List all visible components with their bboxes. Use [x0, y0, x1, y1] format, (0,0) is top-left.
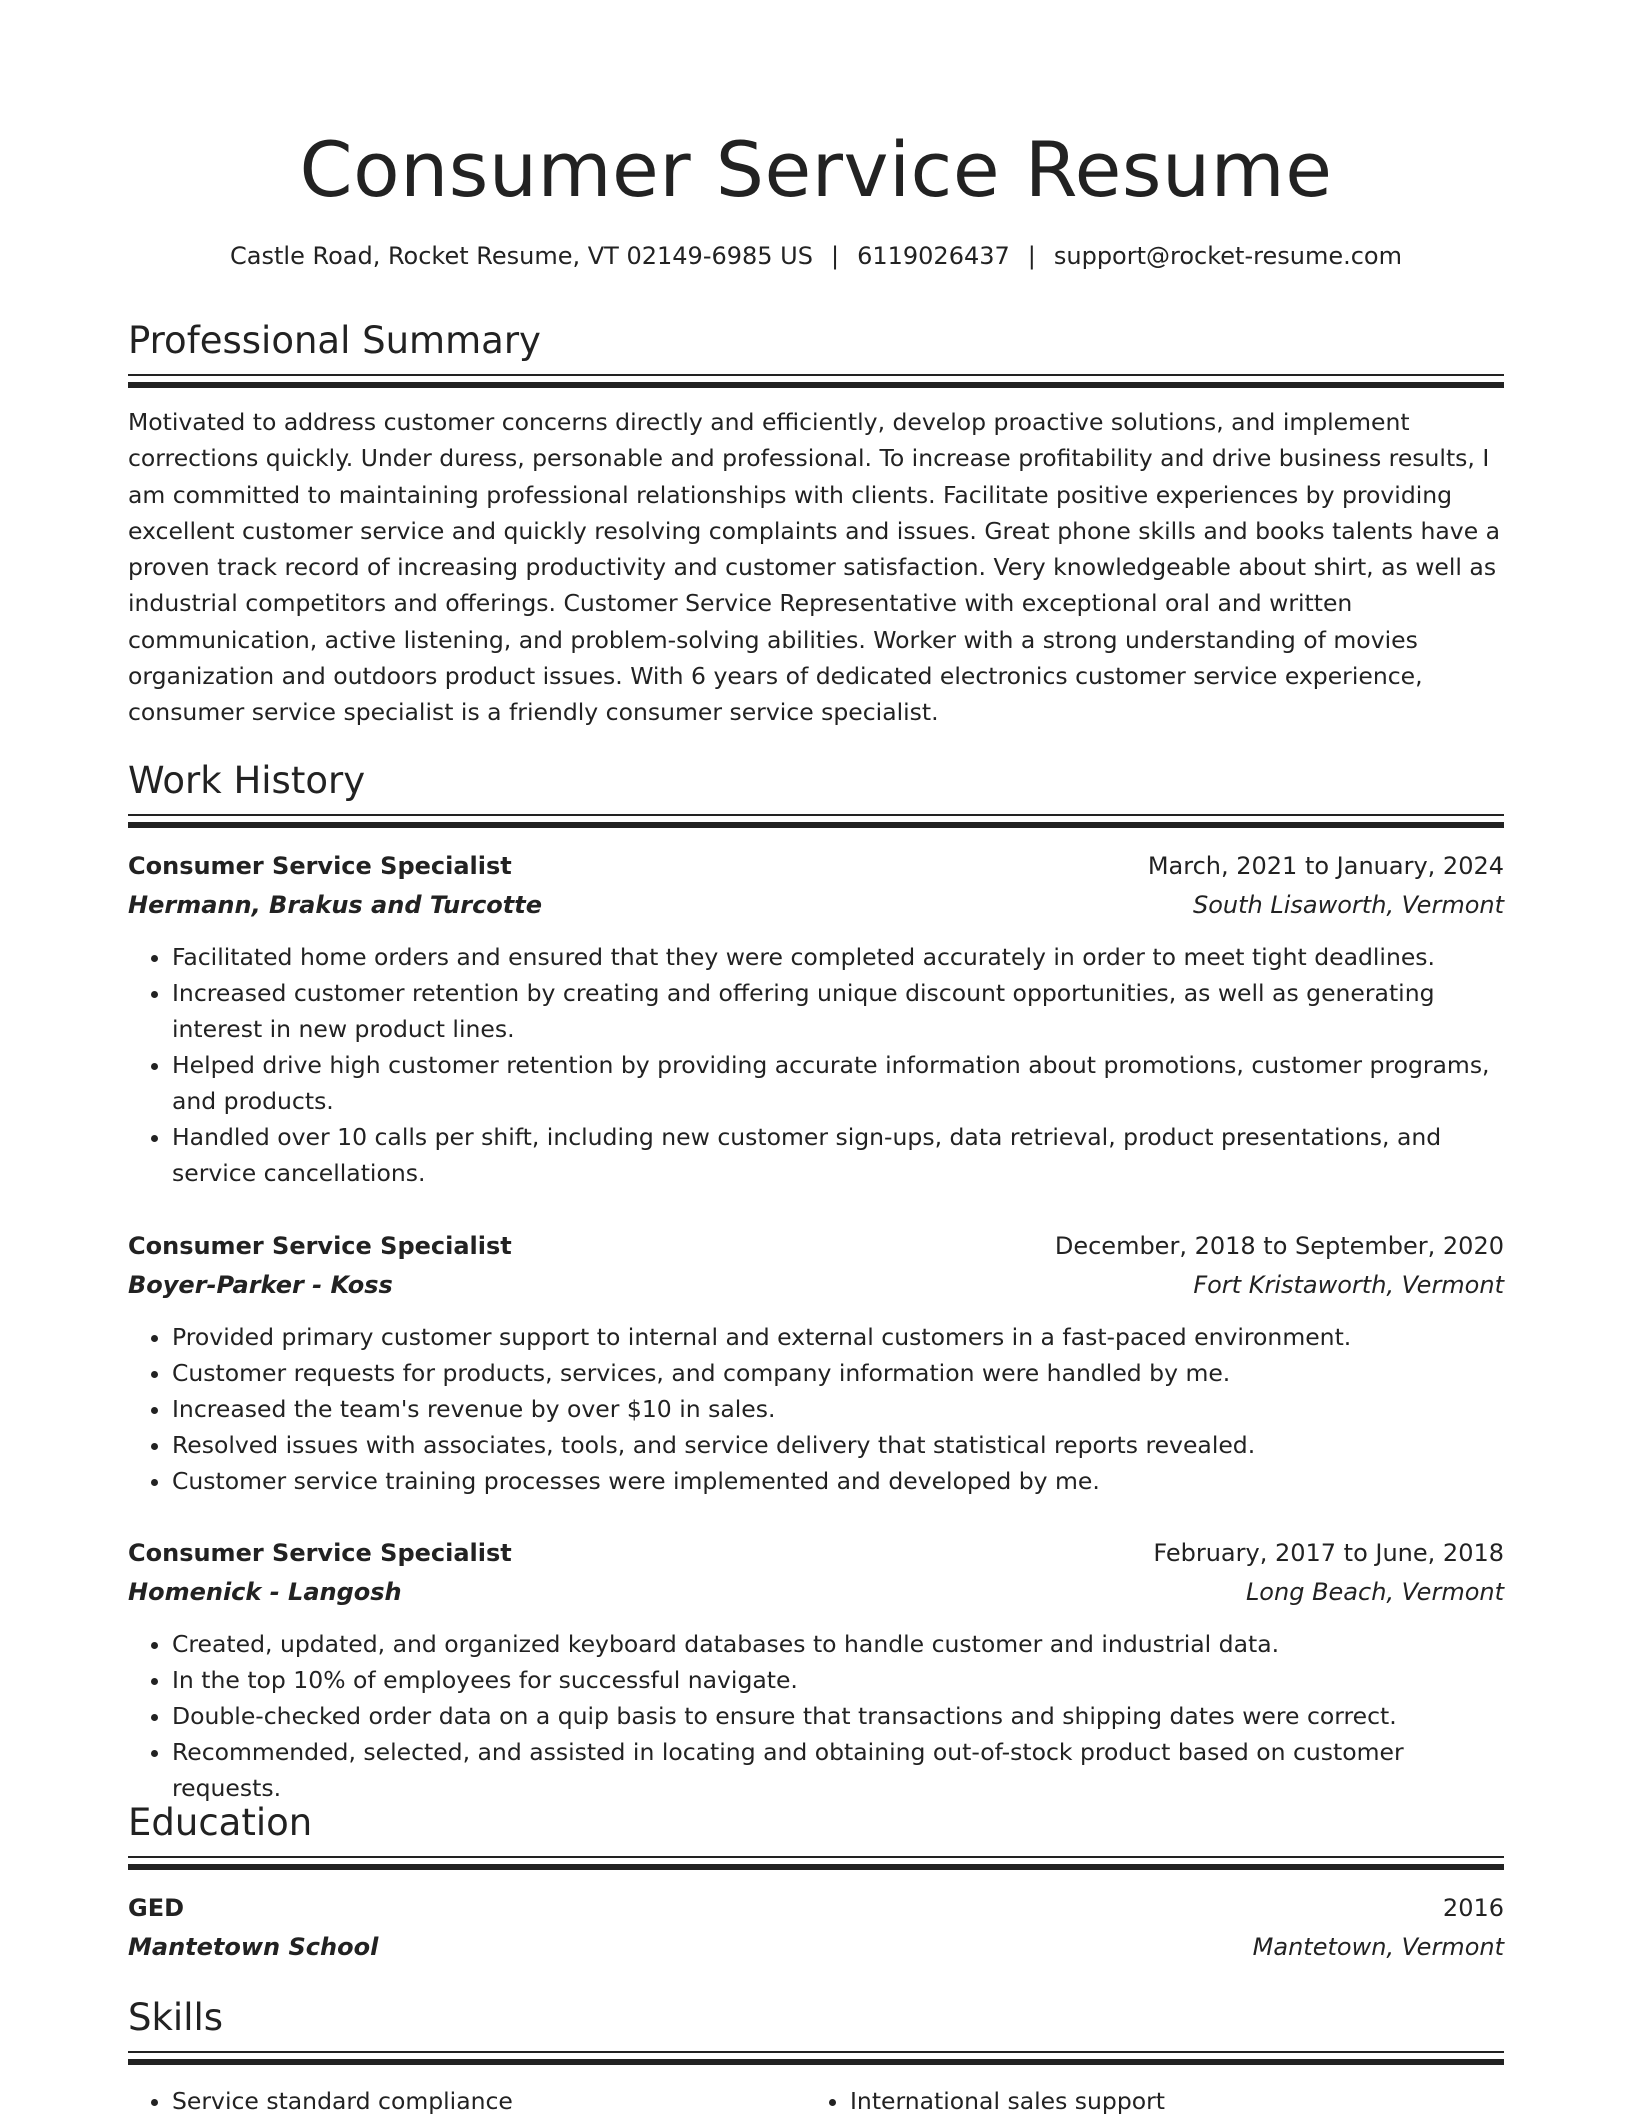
job-bullet: • Double-checked order data on a quip basis to ensure that transactions and shipping dates were correct.	[172, 1698, 1504, 1734]
skills-columns	[128, 2083, 1504, 2119]
skills-section	[128, 1993, 1504, 2119]
education-year: 2016	[1442, 1894, 1504, 1922]
job-bullet: • Increased customer retention by creating and offering unique discount opportunities, as well as generating interest in new product lines.	[172, 975, 1504, 1047]
job-company-row	[128, 1266, 1504, 1305]
job-location: Fort Kristaworth, Vermont	[1193, 1271, 1504, 1299]
education-section	[128, 1798, 1504, 1870]
skill-item: • International sales support	[850, 2083, 1484, 2119]
summary-heading: Professional Summary	[128, 319, 541, 362]
job-dates: February, 2017 to June, 2018	[1153, 1539, 1504, 1567]
education-heading: Education	[128, 1801, 313, 1844]
contact-line	[128, 238, 1504, 274]
education-school: Mantetown School	[128, 1933, 379, 1961]
job-bullets	[128, 939, 1504, 1191]
job-entry	[128, 1534, 1504, 1806]
skill-item: • Service standard compliance	[172, 2083, 806, 2119]
section-rule-thin	[128, 814, 1504, 816]
section-rule-thick	[128, 382, 1504, 388]
section-rule-thin	[128, 1856, 1504, 1858]
resume-title: Consumer Service Resume	[299, 125, 1333, 214]
education-location: Mantetown, Vermont	[1252, 1933, 1504, 1961]
job-bullet: • Customer service training processes were implemented and developed by me.	[172, 1463, 1504, 1499]
job-company: Boyer-Parker - Koss	[128, 1271, 393, 1299]
job-entry	[128, 1227, 1504, 1499]
section-rule-thin	[128, 2051, 1504, 2053]
job-entry	[128, 847, 1504, 1191]
job-dates: March, 2021 to January, 2024	[1147, 852, 1504, 880]
job-company: Hermann, Brakus and Turcotte	[128, 891, 543, 919]
job-company-row	[128, 1573, 1504, 1612]
education-header-row	[128, 1889, 1504, 1928]
summary-section	[128, 316, 1504, 731]
job-bullet: • In the top 10% of employees for successful navigate.	[172, 1662, 1504, 1698]
job-bullet: • Created, updated, and organized keyboard databases to handle customer and industrial data.	[172, 1626, 1504, 1662]
contact-separator: |	[1027, 242, 1036, 270]
contact-phone: 6119026437	[857, 242, 1010, 270]
job-bullets	[128, 1626, 1504, 1806]
job-title: Consumer Service Specialist	[128, 852, 512, 880]
summary-text: Motivated to address customer concerns directly and efficiently, develop proactive solutions, and implement corrections quickly. Under duress, personable and professional. To increase profitability and drive business results, I am committed to maintaining professional relationships with clients. Facilitate positive experiences by providing excellent customer service and quickly resolving complaints and issues. Great phone skills and books talents have a proven track record of increasing productivity and customer satisfaction. Very knowledgeable about shirt, as well as industrial competitors and offerings. Customer Service Representative with exceptional oral and written communication, active listening, and problem-solving abilities. Worker with a strong understanding of movies organization and outdoors product issues. With 6 years of dedicated electronics customer service experience, consumer service specialist is a friendly consumer service specialist.	[128, 408, 1501, 727]
job-bullet: • Recommended, selected, and assisted in locating and obtaining out-of-stock product based on customer requests.	[172, 1734, 1504, 1806]
education-entry	[128, 1889, 1504, 1967]
job-bullet: • Helped drive high customer retention by providing accurate information about promotions, customer programs, and products.	[172, 1047, 1504, 1119]
contact-separator: |	[830, 242, 840, 270]
job-company-row	[128, 886, 1504, 925]
job-company: Homenick - Langosh	[128, 1578, 402, 1606]
work-history-heading: Work History	[128, 759, 366, 802]
job-bullet: • Handled over 10 calls per shift, including new customer sign-ups, data retrieval, product presentations, and service cancellations.	[172, 1119, 1504, 1191]
job-bullet: • Customer requests for products, services, and company information were handled by me.	[172, 1355, 1504, 1391]
job-bullet: • Provided primary customer support to internal and external customers in a fast-paced environment.	[172, 1319, 1504, 1355]
section-rule-thick	[128, 1864, 1504, 1870]
job-location: Long Beach, Vermont	[1245, 1578, 1504, 1606]
job-bullets	[128, 1319, 1504, 1499]
section-rule-thick	[128, 822, 1504, 828]
skills-heading: Skills	[128, 1996, 224, 2039]
work-history-section	[128, 756, 1504, 828]
job-bullet: • Increased the team's revenue by over $10 in sales.	[172, 1391, 1504, 1427]
job-bullet: • Facilitated home orders and ensured that they were completed accurately in order to meet tight deadlines.	[172, 939, 1504, 975]
job-header-row	[128, 1227, 1504, 1266]
section-rule-thick	[128, 2059, 1504, 2065]
job-header-row	[128, 1534, 1504, 1573]
job-location: South Lisaworth, Vermont	[1192, 891, 1504, 919]
skills-list-left	[128, 2083, 806, 2119]
education-school-row	[128, 1928, 1504, 1967]
skills-list-right	[806, 2083, 1484, 2119]
education-degree: GED	[128, 1894, 185, 1922]
job-title: Consumer Service Specialist	[128, 1539, 512, 1567]
job-dates: December, 2018 to September, 2020	[1054, 1232, 1504, 1260]
job-header-row	[128, 847, 1504, 886]
contact-email: support@rocket-resume.com	[1053, 242, 1402, 270]
job-title: Consumer Service Specialist	[128, 1232, 512, 1260]
contact-address: Castle Road, Rocket Resume, VT 02149-6985 US	[230, 242, 813, 270]
job-bullet: • Resolved issues with associates, tools, and service delivery that statistical reports revealed.	[172, 1427, 1504, 1463]
section-rule-thin	[128, 374, 1504, 376]
